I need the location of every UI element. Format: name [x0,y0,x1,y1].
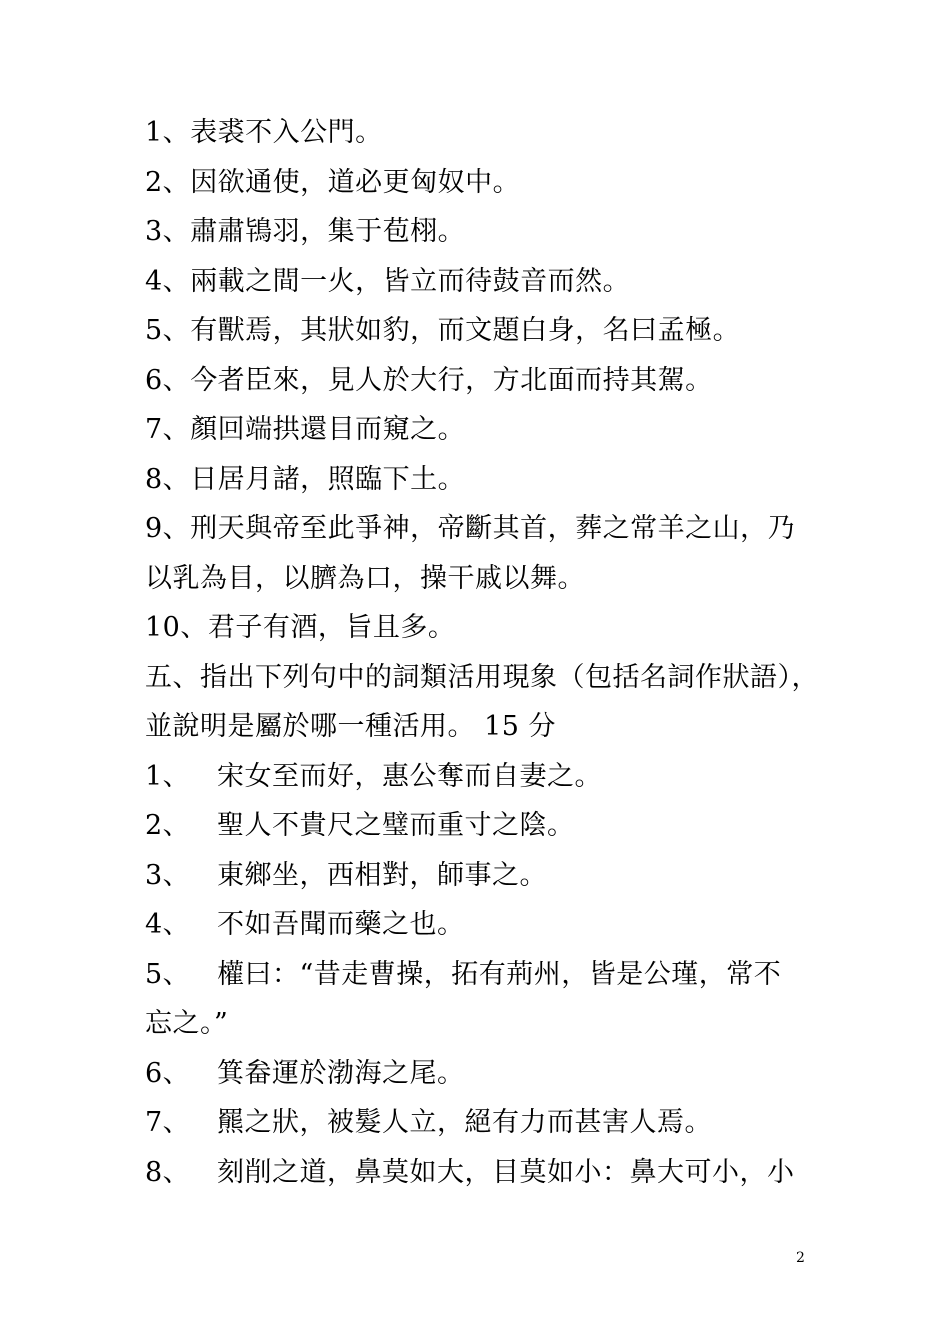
item-number: 5、 [145,315,191,346]
item-text: 兩載之間一火，皆立而待鼓音而然。 [190,265,631,297]
item-number: 6、 [145,364,191,396]
item-text: 君子有酒，旨且多。 [207,612,456,643]
item-number: 8、 [145,1156,191,1188]
list-item [145,950,815,1000]
item-number: 7、 [145,1107,191,1138]
section-heading-line2: 並說明是屬於哪一種活用。 15 分 [145,711,557,742]
item-text: 肅肅鴇羽，集于苞栩。 [190,216,466,247]
page-number: 2 [796,1250,805,1266]
item-text: 刑天與帝至此爭神，帝斷其首，葬之常羊之山，乃 [190,513,796,544]
list-item-continuation [145,554,815,604]
item-text-continuation: 以乳為目，以臍為口，操干戚以舞。 [145,562,585,594]
list-item [145,108,815,158]
item-text: 有獸焉，其狀如豹，而文題白身，名曰孟極。 [190,315,741,346]
list-item-continuation [145,999,815,1049]
item-number: 4、 [145,909,191,940]
list-item [145,752,815,802]
list-item [145,356,815,406]
list-item [145,851,815,901]
item-number: 3、 [145,859,191,891]
section-heading-continuation [145,702,815,752]
item-text: 權曰：“昔走曹操，拓有荊州，皆是公瑾，常不 [217,958,782,990]
list-item [145,405,815,455]
item-text: 宋女至而好，惠公奪而自妻之。 [217,760,602,792]
item-number: 8、 [145,463,191,495]
item-text: 今者臣來，見人於大行，方北面而持其駕。 [190,364,713,396]
list-item [145,158,815,208]
list-item [145,1049,815,1099]
item-text: 羆之狀，被髮人立，絕有力而甚害人焉。 [217,1107,712,1138]
item-number: 10、 [145,612,208,643]
section-heading-line1: 五、指出下列句中的詞類活用現象（包括名詞作狀語）， [145,661,819,693]
item-text: 顏回端拱還目而窺之。 [190,414,466,445]
list-item [145,1098,815,1148]
item-number: 7、 [145,414,191,445]
item-text: 因欲通使，道必更匈奴中。 [190,166,521,198]
item-number: 9、 [145,513,191,544]
list-item [145,1148,815,1198]
item-text: 表裘不入公門。 [190,117,383,148]
document-body [145,108,819,1197]
item-text: 聖人不貴尺之璧而重寸之陰。 [217,810,575,841]
list-item [145,306,815,356]
section-heading [145,653,819,703]
item-text-continuation: 忘之。” [145,1008,229,1039]
list-item [145,207,815,257]
item-text: 刻削之道，鼻莫如大，目莫如小：鼻大可小，小 [217,1156,795,1188]
list-item [145,900,815,950]
item-text: 東鄉坐，西相對，師事之。 [217,859,547,891]
item-number: 3、 [145,216,191,247]
list-item [145,504,815,554]
item-number: 6、 [145,1057,191,1089]
item-text: 箕畚運於渤海之尾。 [217,1057,465,1089]
list-item [145,603,815,653]
item-text: 不如吾聞而藥之也。 [217,909,465,940]
item-number: 2、 [145,166,191,198]
item-number: 1、 [145,117,191,148]
list-item [145,801,815,851]
item-number: 1、 [145,760,191,792]
list-item [145,455,815,505]
list-item [145,257,815,307]
item-text: 日居月諸，照臨下土。 [190,463,466,495]
item-number: 2、 [145,810,191,841]
item-number: 5、 [145,958,191,990]
item-number: 4、 [145,265,191,297]
